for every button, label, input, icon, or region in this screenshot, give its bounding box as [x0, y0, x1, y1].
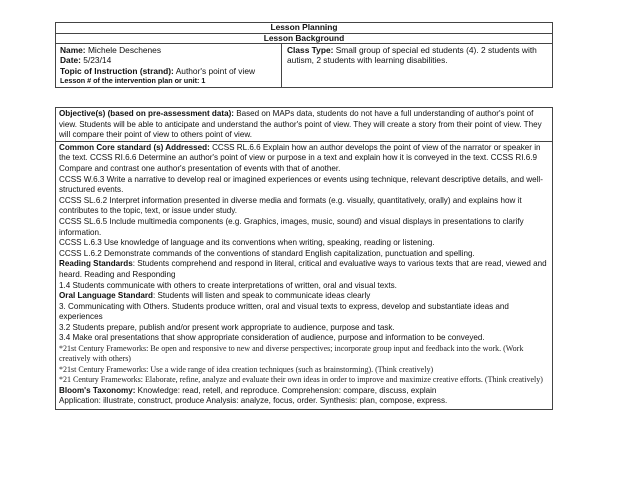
reading-standards-label: Reading Standards: [59, 259, 133, 269]
section-title: Lesson Background: [56, 34, 552, 45]
teacher-info-cell: [56, 44, 282, 87]
framework-line: *21st Century Frameworks: Be open and responsive to new and diverse perspectives; incorporate group input and feedback into the work. (Work creatively with others): [59, 344, 524, 364]
objectives-label: Objective(s) (based on pre-assessment data):: [59, 109, 234, 118]
oral-standard-text: : Students will listen and speak to communicate ideas clearly: [153, 291, 371, 301]
class-type-cell: Class Type: Small group of special ed students (4). 2 students with autism, 2 students with learning disabilities.: [287, 45, 537, 66]
oral-standard-label: Oral Language Standard: [59, 291, 153, 301]
reading-standards-text: : Students comprehend and respond in literal, critical and evaluative ways to various texts that are read, viewed and heard. Reading and Responding: [59, 259, 547, 279]
common-core-block: [56, 141, 552, 407]
common-core-line: CCSS SL.6.5 Include multimedia components (e.g. Graphics, images, music, sound) and visual displays in presentations to clarify information.: [59, 216, 524, 237]
common-core-line: CCSS L.6.3 Use knowledge of language and its conventions when writing, speaking, reading or listening.: [59, 238, 435, 248]
date-value: 5/23/14: [83, 55, 112, 66]
blooms-line: Application: illustrate, construct, produce Analysis: analyze, focus, order. Synthesis: plan, compose, express.: [59, 396, 448, 406]
document-title: Lesson Planning: [56, 23, 552, 34]
framework-line: *21 Century Frameworks: Elaborate, refine, analyze and evaluate their own ideas in order to improve and maximize creative efforts. (Think creatively): [59, 375, 543, 385]
oral-standard-line: 3.2 Students prepare, publish and/or present work appropriate to audience, purpose and task.: [59, 322, 395, 332]
standards-section: [55, 107, 553, 410]
topic-value: Author's point of view: [175, 65, 256, 76]
name-row: Name: Michele Deschenes: [60, 45, 162, 55]
lesson-number-row: Lesson # of the intervention plan or unit: 1: [60, 76, 206, 86]
reading-standards-sub: 1.4 Students communicate with others to create interpretations of written, oral and visual texts.: [59, 280, 397, 290]
class-type-value: Small group of special ed students (4). 2 students with autism, 2 students with learning disabilities.: [287, 45, 537, 66]
framework-line: *21st Century Frameworks: Use a wide range of idea creation techniques (such as brainstorming). (Think creatively): [59, 364, 434, 374]
oral-standard-line: 3. Communicating with Others. Students produce written, oral and visual texts to express, develop and substantiate ideas and experiences: [59, 301, 509, 322]
common-core-label: Common Core standard (s) Addressed:: [59, 142, 210, 152]
lesson-background-table: [56, 44, 552, 87]
blooms-label: Bloom's Taxonomy:: [59, 385, 136, 395]
common-core-line: CCSS SL.6.2 Interpret information presented in diverse media and formats (e.g. visually, quantitatively, orally) and explains how it contributes to the topic, text, or issue under study.: [59, 195, 522, 216]
blooms-text: Knowledge: read, retell, and reproduce. Comprehension: compare, discuss, explain: [135, 385, 437, 395]
common-core-line: CCSS RL.6.6 Explain how an author develops the point of view of the narrator or speaker in the text. CCSS RI.6.6 Determine an author's point of view or purpose in a text and explain how it is conveyed in the text. CCSS RI.6.9 Compare and contrast one author's presentation of events with that of another.: [59, 142, 541, 173]
objectives-text: Based on MAPs data, students do not have a full understanding of author's point of view. Students will be able to anticipate and understand the author's point of view. They will create a story from their point of view. They will compare their point of view to others point of view.: [59, 109, 542, 140]
oral-standard-line: 3.4 Make oral presentations that show appropriate consideration of audience, purpose and information to be conveyed.: [59, 333, 485, 343]
objectives-block: [56, 108, 552, 409]
common-core-line: CCSS W.6.3 Write a narrative to develop real or imagined experiences or events using technique, relevant descriptive details, and well-structured events.: [59, 174, 543, 195]
topic-row: Topic of Instruction (strand): Author's point of view: [60, 65, 256, 76]
name-value: Michele Deschenes: [87, 45, 162, 55]
common-core-line: CCSS L.6.2 Demonstrate commands of the conventions of standard English capitalization, punctuation and spelling.: [59, 248, 475, 258]
date-row: Date: 5/23/14: [60, 55, 112, 66]
lesson-plan-document: [55, 22, 553, 88]
